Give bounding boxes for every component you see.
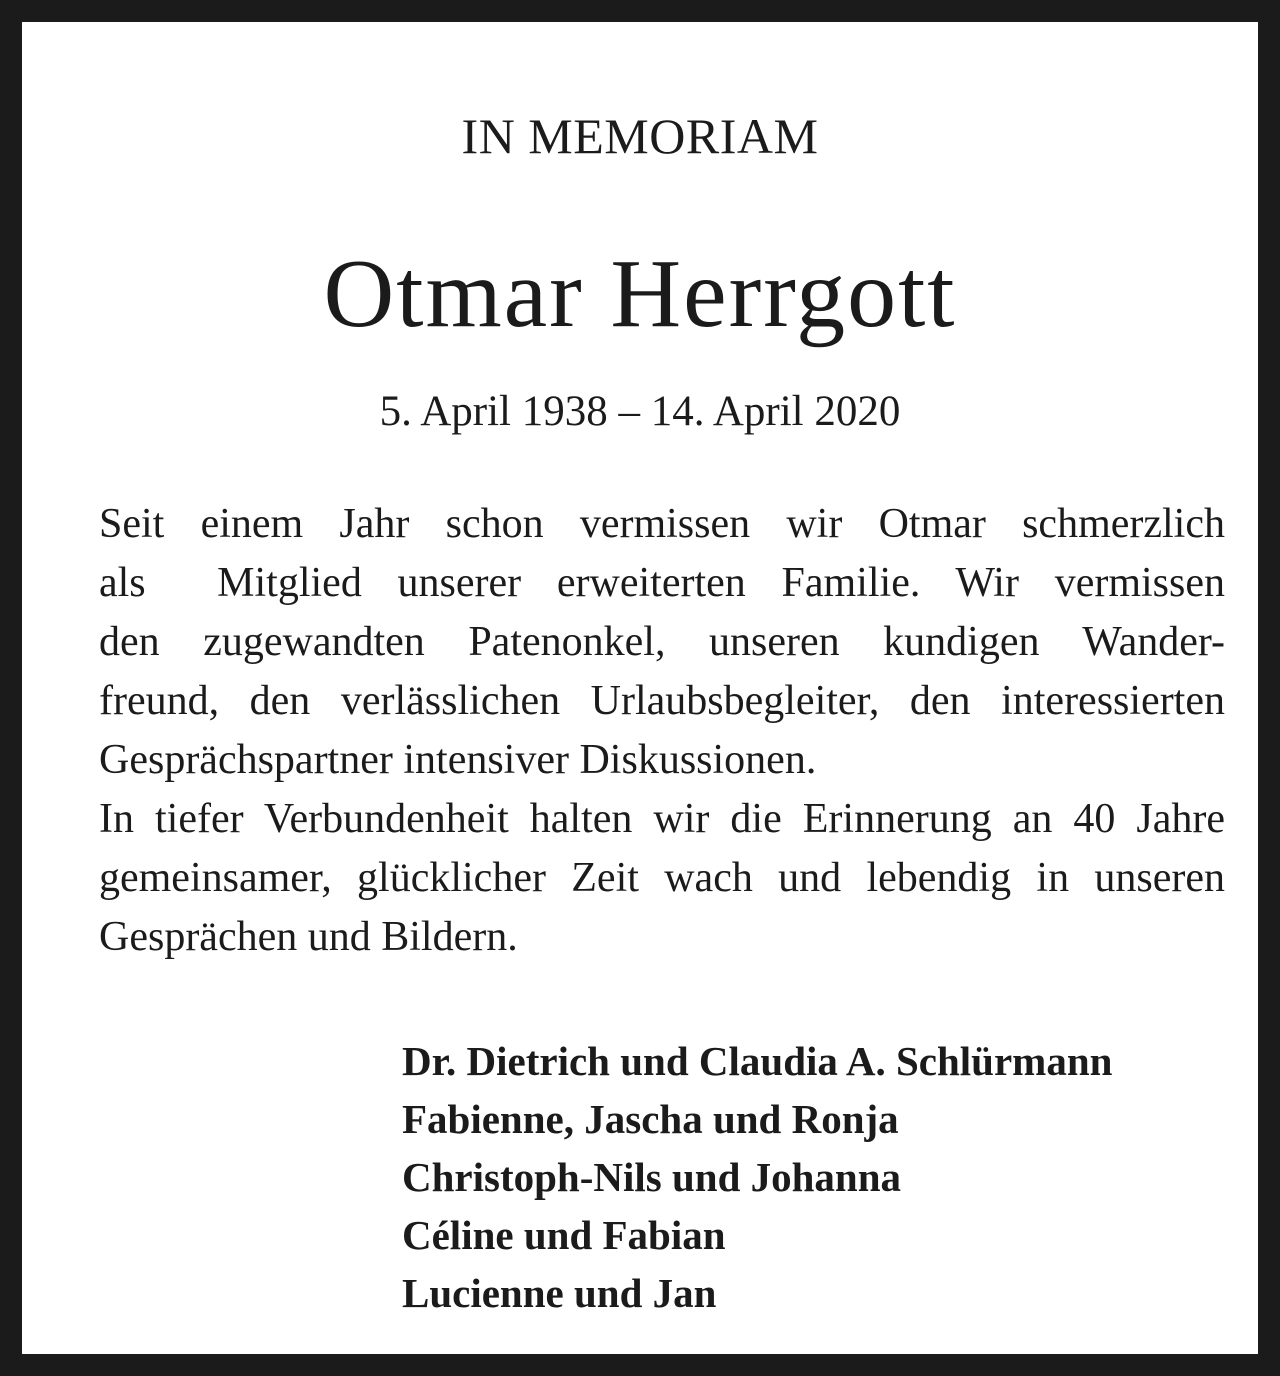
text-line: Seit einem Jahr schon vermissen wir Otmar schmerzlich — [99, 501, 1225, 547]
text-line: In tiefer Verbundenheit halten wir die Erinnerung an 40 Jahre — [99, 796, 1225, 842]
life-dates: 5. April 1938 – 14. April 2020 — [379, 388, 901, 435]
signatory-line: Céline und Fabian — [402, 1212, 726, 1258]
text-line: den zugewandten Patenonkel, unseren kundigen Wander- — [99, 619, 1225, 665]
signatory-line: Dr. Dietrich und Claudia A. Schlürmann — [402, 1038, 1113, 1084]
text-line: als Mitglied unserer erweiterten Familie. Wir vermissen — [99, 560, 1225, 606]
text-line: Gesprächen und Bildern. — [99, 914, 518, 960]
text-line: Gesprächspartner intensiver Diskussionen. — [99, 737, 817, 783]
memorial-text — [99, 495, 1225, 967]
heading: IN MEMORIAM — [461, 108, 819, 164]
text-line: freund, den verlässlichen Urlaubsbegleiter, den interessierten — [99, 678, 1225, 724]
signature-block — [402, 1032, 1112, 1322]
text-line: gemeinsamer, glücklicher Zeit wach und lebendig in unseren — [99, 855, 1225, 901]
signatory-line: Fabienne, Jascha und Ronja — [402, 1096, 899, 1142]
deceased-name: Otmar Herrgott — [323, 240, 957, 348]
signatory-line: Christoph-Nils und Johanna — [402, 1154, 902, 1200]
signatory-line: Lucienne und Jan — [402, 1270, 717, 1316]
